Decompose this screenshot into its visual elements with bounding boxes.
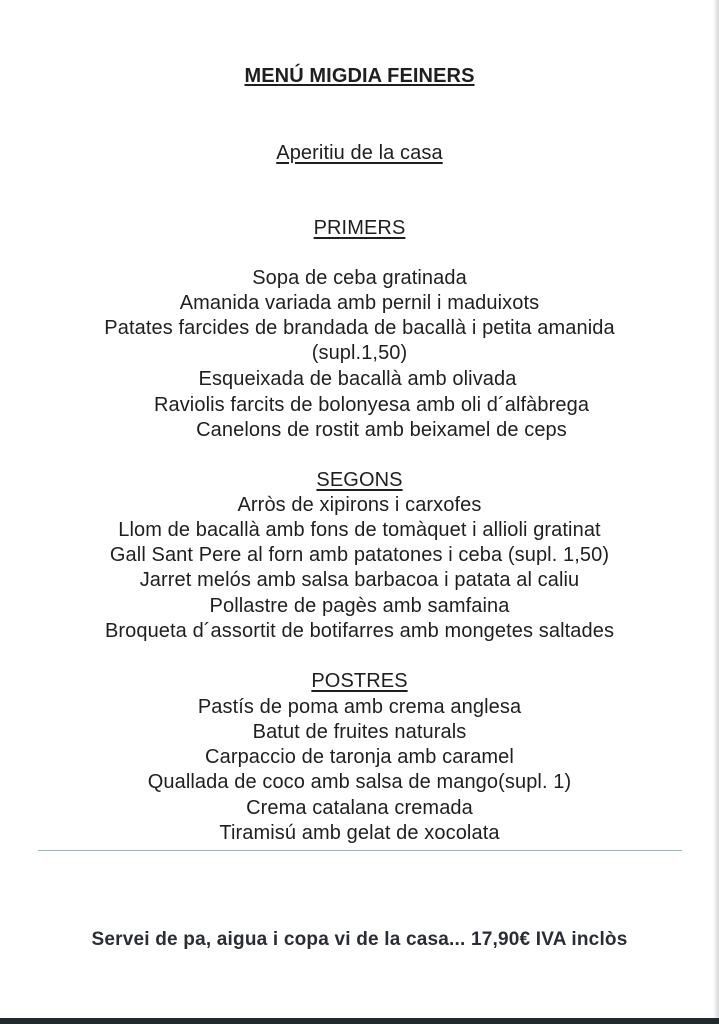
menu-title: MENÚ MIGDIA FEINERS [244, 65, 475, 87]
primers-item: Raviolis farcits de bolonyesa amb oli d´alfàbrega [153, 394, 590, 416]
postres-item: Batut de fruites naturals [252, 721, 467, 743]
segons-item: Broqueta d´assortit de botifarres amb mongetes saltades [104, 620, 615, 642]
postres-item: Carpaccio de taronja amb caramel [205, 746, 514, 768]
aperitif-line: Aperitiu de la casa [276, 142, 443, 164]
segons-item: Gall Sant Pere al forn amb patatones i ceba (supl. 1,50) [109, 544, 610, 566]
segons-item: Llom de bacallà amb fons de tomàquet i allioli gratinat [118, 519, 601, 541]
primers-item: Patates farcides de brandada de bacallà i petita amanida [104, 317, 615, 339]
primers-item: Canelons de rostit amb beixamel de ceps [196, 419, 567, 441]
primers-item: Sopa de ceba gratinada [252, 267, 467, 289]
segons-item: Pollastre de pagès amb samfaina [209, 595, 510, 617]
postres-item: Tiramisú amb gelat de xocolata [219, 822, 500, 844]
page-edge-shadow [713, 0, 719, 1024]
segons-heading: SEGONS [316, 469, 403, 491]
primers-item: Amanida variada amb pernil i maduixots [179, 292, 540, 314]
postres-item: Crema catalana cremada [246, 797, 473, 819]
primers-item: Esqueixada de bacallà amb olivada [198, 368, 517, 390]
primers-heading: PRIMERS [313, 217, 406, 239]
primers-item-supplement: (supl.1,50) [311, 342, 408, 364]
price-footer: Servei de pa, aigua i copa vi de la casa... 17,90€ IVA inclòs [91, 929, 628, 950]
segons-item: Arròs de xipirons i carxofes [237, 494, 482, 516]
postres-heading: POSTRES [311, 670, 408, 692]
section-divider [38, 850, 682, 851]
postres-item: Pastís de poma amb crema anglesa [197, 696, 522, 718]
bottom-border [0, 1018, 719, 1024]
segons-item: Jarret melós amb salsa barbacoa i patata al caliu [139, 569, 580, 591]
postres-item: Quallada de coco amb salsa de mango(supl. 1) [147, 771, 572, 793]
